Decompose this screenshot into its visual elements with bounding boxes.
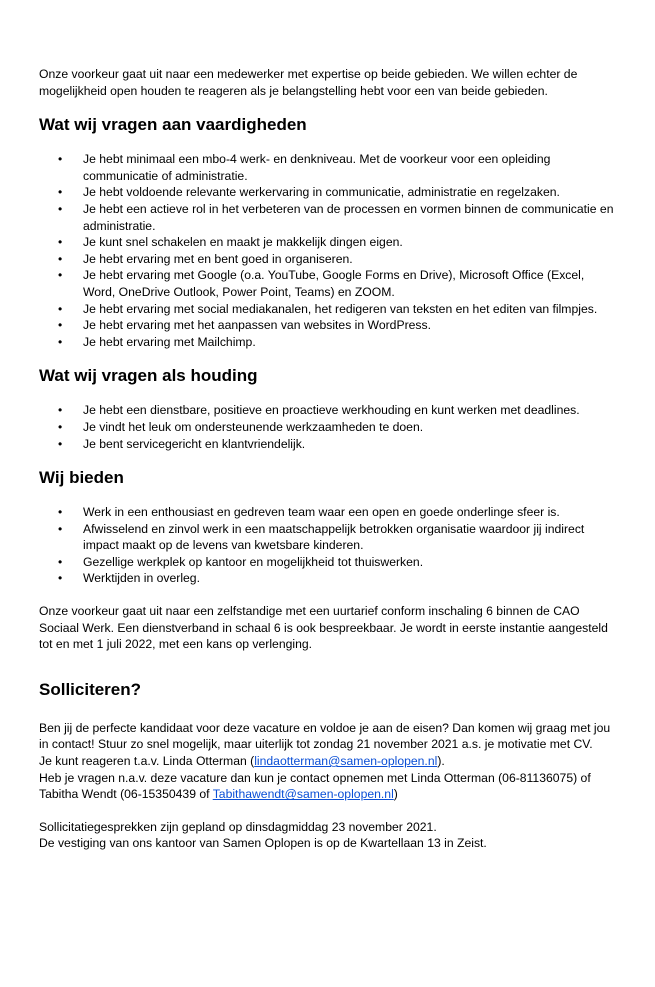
list-item: • Je hebt een actieve rol in het verbeteren van de processen en vormen binnen de communicatie en administratie. xyxy=(58,201,614,233)
bullet-icon: • xyxy=(58,554,63,569)
list-item: • Je kunt snel schakelen en maakt je makkelijk dingen eigen. xyxy=(58,235,403,250)
apply-questions-line: Heb je vragen n.a.v. deze vacature dan kun je contact opnemen met Linda Otterman (06-81136075) of Tabitha Wendt (06-15350439 of Tabithawendt@samen-oplopen.nl) xyxy=(39,770,591,802)
bullet-icon: • xyxy=(58,318,63,333)
bullet-icon: • xyxy=(58,571,63,586)
list-item: • Je hebt ervaring met het aanpassen van websites in WordPress. xyxy=(58,318,431,333)
attitude-list xyxy=(39,402,619,452)
interview-date: Sollicitatiegesprekken zijn gepland op dinsdagmiddag 23 november 2021. xyxy=(39,819,437,834)
intro-paragraph: Onze voorkeur gaat uit naar een medewerker met expertise op beide gebieden. We willen echter de mogelijkheid open houden te reageren als je belangstelling hebt voor een van beide gebieden. xyxy=(39,67,578,98)
bullet-icon: • xyxy=(58,505,63,520)
apply-paragraph: Ben jij de perfecte kandidaat voor deze vacature en voldoe je aan de eisen? Dan komen wij graag met jou in contact! Stuur zo snel mogelijk, maar uiterlijk tot zondag 21 november 2021 a.s. je motivatie met CV. xyxy=(39,720,611,752)
list-item: • Je bent servicegericht en klantvriendelijk. xyxy=(58,436,306,451)
office-location: De vestiging van ons kantoor van Samen Oplopen is op de Kwartellaan 13 in Zeist. xyxy=(39,836,487,851)
linda-email-link[interactable]: lindaotterman@samen-oplopen.nl xyxy=(254,754,438,769)
bullet-icon: • xyxy=(58,152,63,167)
list-item: • Je hebt een dienstbare, positieve en proactieve werkhouding en kunt werken met deadlines. xyxy=(58,403,580,418)
list-item: • Je hebt minimaal een mbo-4 werk- en denkniveau. Met de voorkeur voor een opleiding communicatie of administratie. xyxy=(58,152,551,183)
list-item: • Je hebt ervaring met Mailchimp. xyxy=(58,334,256,349)
skills-heading: Wat wij vragen aan vaardigheden xyxy=(39,115,307,135)
bullet-icon: • xyxy=(58,403,63,418)
bullet-icon: • xyxy=(58,436,63,451)
tabitha-email-link[interactable]: Tabithawendt@samen-oplopen.nl xyxy=(212,787,394,802)
rate-paragraph: Onze voorkeur gaat uit naar een zelfstandige met een uurtarief conform inschaling 6 binnen de CAO Sociaal Werk. Een dienstverband in schaal 6 is ook bespreekbaar. Je wordt in eerste instantie aangesteld tot en met 1 juli 2022, met een kans op verlenging. xyxy=(39,604,608,652)
apply-contact-line: Je kunt reageren t.a.v. Linda Otterman (lindaotterman@samen-oplopen.nl). xyxy=(39,754,445,769)
bullet-icon: • xyxy=(58,521,63,536)
bullet-icon: • xyxy=(58,334,63,349)
list-item: • Je hebt ervaring met social mediakanalen, het redigeren van teksten en het editen van filmpjes. xyxy=(58,301,598,316)
document-content xyxy=(39,66,619,852)
bullet-icon: • xyxy=(58,268,63,283)
list-item: • Je vindt het leuk om ondersteunende werkzaamheden te doen. xyxy=(58,419,424,434)
skills-list xyxy=(39,151,619,350)
bullet-icon: • xyxy=(58,185,63,200)
apply-heading: Solliciteren? xyxy=(39,679,142,699)
list-item: • Afwisselend en zinvol werk in een maatschappelijk betrokken organisatie waardoor jij indirect impact maakt op de levens van kwetsbare kinderen. xyxy=(58,521,585,553)
bullet-icon: • xyxy=(58,301,63,316)
list-item: • Werk in een enthousiast en gedreven team waar een open en goede onderlinge sfeer is. xyxy=(58,505,560,520)
attitude-heading: Wat wij vragen als houding xyxy=(39,366,258,386)
bullet-icon: • xyxy=(58,251,63,266)
list-item: • Werktijden in overleg. xyxy=(58,571,200,586)
list-item: • Je hebt voldoende relevante werkervaring in communicatie, administratie en regelzaken. xyxy=(58,185,560,200)
bullet-icon: • xyxy=(58,201,63,216)
offer-list xyxy=(39,504,619,587)
list-item: • Je hebt ervaring met en bent goed in organiseren. xyxy=(58,251,353,266)
list-item: • Je hebt ervaring met Google (o.a. YouTube, Google Forms en Drive), Microsoft Office (Excel, Word, OneDrive Outlook, Power Point, Teams) en ZOOM. xyxy=(58,268,585,299)
bullet-icon: • xyxy=(58,235,63,250)
bullet-icon: • xyxy=(58,419,63,434)
list-item: • Gezellige werkplek op kantoor en mogelijkheid tot thuiswerken. xyxy=(58,554,424,569)
offer-heading: Wij bieden xyxy=(39,468,124,488)
